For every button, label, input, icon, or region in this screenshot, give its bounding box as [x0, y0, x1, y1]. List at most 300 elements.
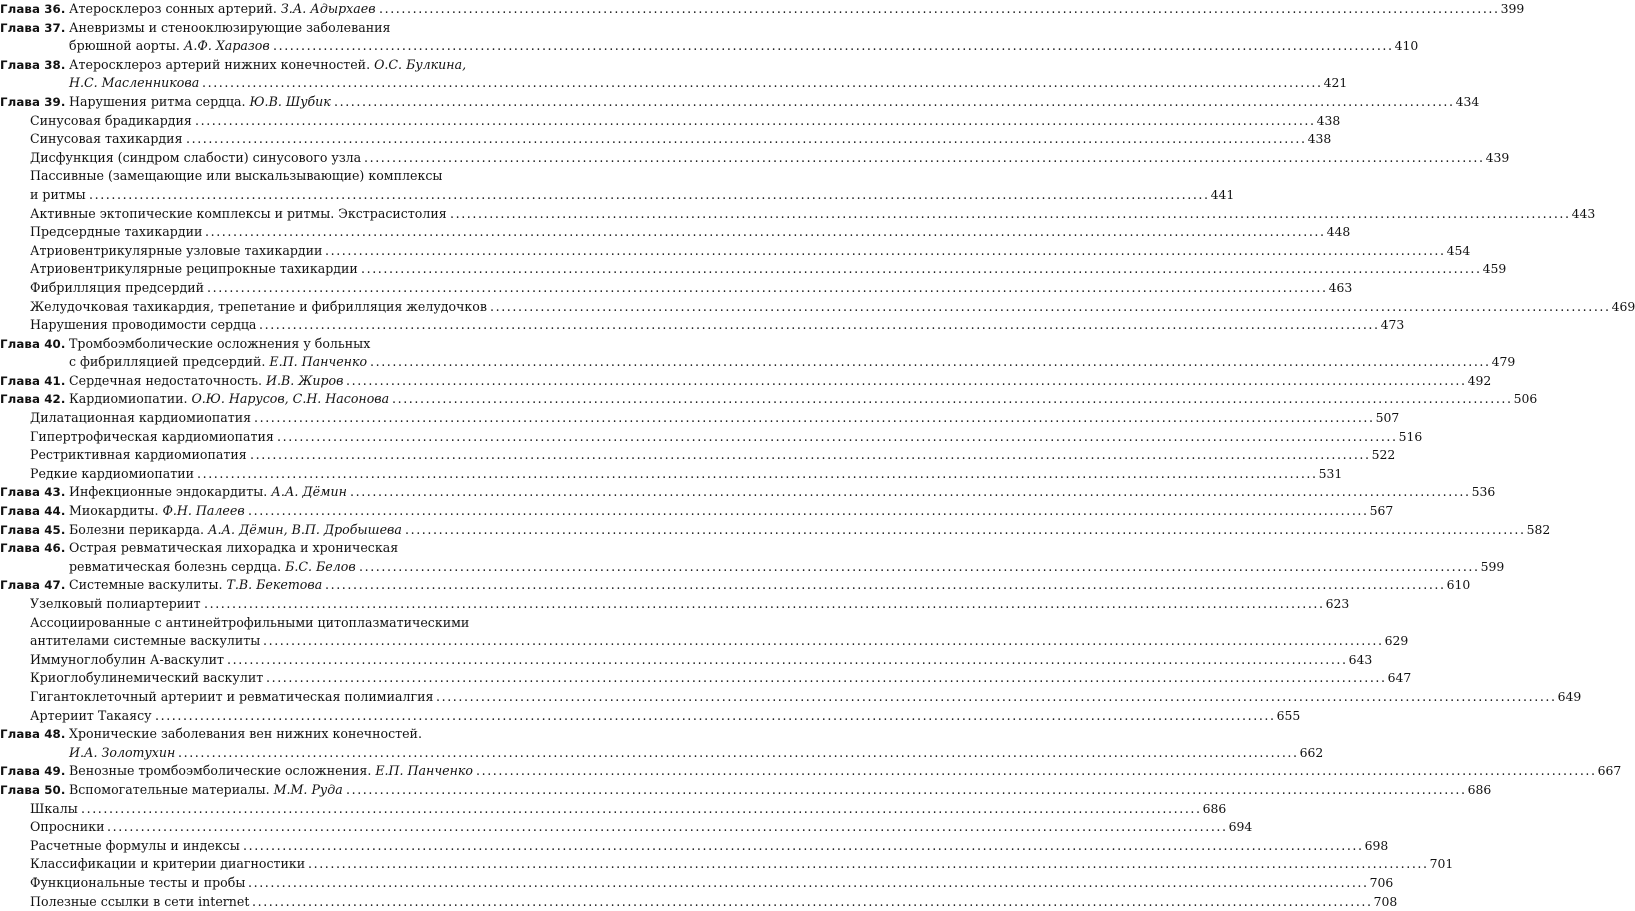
page-number: 441	[1210, 186, 1235, 205]
leader-dots: ........................................................................................................................................................................................................	[107, 818, 1228, 837]
toc-line	[0, 372, 566, 391]
toc-line	[0, 186, 566, 205]
toc-line	[0, 483, 566, 502]
chapter-number: Глава 46.	[0, 539, 65, 558]
entry-title-text: Инфекционные эндокардиты.	[69, 484, 271, 499]
dot-leader	[273, 37, 566, 56]
entry-title-text: Дисфункция (синдром слабости) синусового узла	[30, 150, 361, 165]
dot-leader	[259, 316, 566, 335]
leader-dots: ........................................................................................................................................................................................................	[359, 558, 1480, 577]
toc-line	[0, 725, 566, 744]
page-number: 399	[1500, 0, 1525, 19]
toc-section-entry	[0, 279, 566, 298]
entry-title-text: Дилатационная кардиомиопатия	[30, 410, 251, 425]
entry-author: А.А. Дёмин, В.П. Дробышева	[208, 522, 402, 537]
toc-section-entry	[0, 669, 566, 688]
dot-leader	[361, 260, 566, 279]
page-number: 507	[1375, 409, 1400, 428]
entry-title	[30, 688, 433, 707]
entry-title-text: Расчетные формулы и индексы	[30, 838, 240, 853]
chapter-number: Глава 49.	[0, 762, 65, 781]
entry-title-text: Миокардиты.	[69, 503, 162, 518]
entry-title	[69, 56, 466, 75]
dot-leader	[250, 446, 566, 465]
leader-dots: ........................................................................................................................................................................................................	[81, 800, 1202, 819]
page-number: 448	[1326, 223, 1351, 242]
chapter-number: Глава 36.	[0, 0, 65, 19]
toc-line	[0, 781, 566, 800]
leader-dots: ........................................................................................................................................................................................................	[266, 669, 1387, 688]
toc-line	[0, 112, 566, 131]
toc-line	[0, 353, 566, 372]
leader-dots: ........................................................................................................................................................................................................	[186, 130, 1307, 149]
toc-line	[0, 260, 566, 279]
toc-section-entry	[0, 855, 566, 874]
dot-leader	[490, 298, 566, 317]
chapter-number: Глава 37.	[0, 19, 65, 38]
entry-author: О.Ю. Нарусов, С.Н. Насонова	[191, 391, 389, 406]
dot-leader	[346, 372, 566, 391]
entry-title	[30, 893, 249, 911]
page-number: 686	[1202, 800, 1227, 819]
entry-title	[30, 651, 224, 670]
dot-leader	[476, 762, 566, 781]
entry-title-text: Функциональные тесты и пробы	[30, 875, 245, 890]
leader-dots: ........................................................................................................................................................................................................	[202, 74, 1323, 93]
toc-chapter-entry	[0, 539, 566, 576]
page-number: 459	[1482, 260, 1507, 279]
toc-section-entry	[0, 316, 566, 335]
toc-section-entry	[0, 260, 566, 279]
dot-leader	[202, 74, 566, 93]
dot-leader	[254, 409, 566, 428]
chapter-number: Глава 48.	[0, 725, 65, 744]
leader-dots: ........................................................................................................................................................................................................	[490, 298, 1611, 317]
entry-title	[30, 149, 361, 168]
page-number: 623	[1325, 595, 1350, 614]
leader-dots: ........................................................................................................................................................................................................	[207, 279, 1328, 298]
dot-leader	[379, 0, 566, 19]
toc-line	[0, 335, 566, 354]
page-number: 667	[1597, 762, 1622, 781]
entry-title	[69, 762, 473, 781]
entry-title-text: Ассоциированные с антинейтрофильными цитоплазматическими	[30, 615, 469, 630]
toc-chapter-entry	[0, 56, 566, 93]
leader-dots: ........................................................................................................................................................................................................	[254, 409, 1375, 428]
toc-chapter-entry	[0, 0, 566, 19]
leader-dots: ........................................................................................................................................................................................................	[379, 0, 1500, 19]
dot-leader	[450, 205, 566, 224]
page-number: 599	[1480, 558, 1505, 577]
page-number: 421	[1323, 74, 1348, 93]
chapter-number: Глава 50.	[0, 781, 65, 800]
chapter-number: Глава 38.	[0, 56, 65, 75]
toc-line	[0, 316, 566, 335]
entry-title-text: Атриовентрикулярные реципрокные тахикардии	[30, 261, 358, 276]
leader-dots: ........................................................................................................................................................................................................	[346, 372, 1467, 391]
page-number: 454	[1446, 242, 1471, 261]
entry-title-text: Криоглобулинемический васкулит	[30, 670, 263, 685]
entry-title	[69, 502, 245, 521]
entry-title-text: Шкалы	[30, 801, 78, 816]
page-number: 686	[1467, 781, 1492, 800]
entry-title-text: Сердечная недостаточность.	[69, 373, 266, 388]
entry-title	[30, 130, 183, 149]
entry-title-text: Атриовентрикулярные узловые тахикардии	[30, 243, 322, 258]
entry-title	[69, 390, 389, 409]
page-number: 567	[1369, 502, 1394, 521]
entry-title-text: Хронические заболевания вен нижних конечностей.	[69, 726, 422, 741]
entry-title-text: Кардиомиопатии.	[69, 391, 191, 406]
toc-section-entry	[0, 298, 566, 317]
toc-chapter-entry	[0, 335, 566, 372]
leader-dots: ........................................................................................................................................................................................................	[197, 465, 1318, 484]
page-number: 701	[1429, 855, 1454, 874]
toc-line	[0, 465, 566, 484]
entry-title	[30, 260, 358, 279]
toc-line	[0, 19, 566, 38]
chapter-number: Глава 39.	[0, 93, 65, 112]
entry-title	[30, 112, 192, 131]
entry-title-text: Пассивные (замещающие или выскальзывающие) комплексы	[30, 168, 442, 183]
page-number: 655	[1276, 707, 1301, 726]
leader-dots: ........................................................................................................................................................................................................	[350, 483, 1471, 502]
entry-title	[30, 279, 204, 298]
toc-chapter-entry	[0, 19, 566, 56]
entry-author: Б.С. Белов	[285, 559, 356, 574]
page-number: 434	[1455, 93, 1480, 112]
toc-line	[0, 242, 566, 261]
entry-title	[69, 372, 343, 391]
toc-line	[0, 800, 566, 819]
page-number: 439	[1485, 149, 1510, 168]
leader-dots: ........................................................................................................................................................................................................	[259, 316, 1380, 335]
page-number: 438	[1316, 112, 1341, 131]
toc-line	[0, 56, 566, 75]
toc-line	[0, 762, 566, 781]
entry-title	[30, 800, 78, 819]
leader-dots: ........................................................................................................................................................................................................	[263, 632, 1384, 651]
toc-line	[0, 279, 566, 298]
entry-title-text: Синусовая брадикардия	[30, 113, 192, 128]
entry-title-text: антителами системные васкулиты	[30, 633, 260, 648]
page-number: 706	[1369, 874, 1394, 893]
entry-title	[30, 632, 260, 651]
page-number: 463	[1328, 279, 1353, 298]
page-number: 522	[1371, 446, 1396, 465]
entry-title	[69, 539, 398, 558]
page-number: 649	[1557, 688, 1582, 707]
table-of-contents	[0, 0, 566, 911]
entry-author: Е.П. Панченко	[269, 354, 367, 369]
toc-line	[0, 223, 566, 242]
dot-leader	[308, 855, 566, 874]
entry-title	[69, 744, 175, 763]
entry-title-text: Синусовая тахикардия	[30, 131, 183, 146]
chapter-number: Глава 40.	[0, 335, 65, 354]
entry-title-text: Опросники	[30, 819, 104, 834]
leader-dots: ........................................................................................................................................................................................................	[325, 242, 1446, 261]
toc-chapter-entry	[0, 576, 566, 595]
dot-leader	[392, 390, 566, 409]
toc-line	[0, 390, 566, 409]
leader-dots: ........................................................................................................................................................................................................	[250, 446, 1371, 465]
page-number: 629	[1384, 632, 1409, 651]
toc-section-entry	[0, 893, 566, 911]
page-number: 708	[1373, 893, 1398, 911]
toc-section-entry	[0, 595, 566, 614]
toc-section-entry	[0, 205, 566, 224]
page-number: 662	[1299, 744, 1324, 763]
entry-title-text: Редкие кардиомиопатии	[30, 466, 194, 481]
entry-title	[69, 335, 370, 354]
dot-leader	[178, 744, 566, 763]
leader-dots: ........................................................................................................................................................................................................	[325, 576, 1446, 595]
toc-chapter-entry	[0, 502, 566, 521]
toc-section-entry	[0, 130, 566, 149]
entry-title	[69, 19, 390, 38]
entry-title	[69, 74, 199, 93]
entry-title-text: Нарушения ритма сердца.	[69, 94, 250, 109]
leader-dots: ........................................................................................................................................................................................................	[243, 837, 1364, 856]
toc-line	[0, 130, 566, 149]
entry-title	[69, 0, 376, 19]
page-number: 694	[1228, 818, 1253, 837]
leader-dots: ........................................................................................................................................................................................................	[405, 521, 1526, 540]
page-number: 506	[1513, 390, 1538, 409]
toc-line	[0, 0, 566, 19]
entry-title-text: Желудочковая тахикардия, трепетание и фибрилляция желудочков	[30, 299, 487, 314]
toc-line	[0, 298, 566, 317]
toc-line	[0, 149, 566, 168]
entry-author: Т.В. Бекетова	[227, 577, 323, 592]
page-number: 516	[1398, 428, 1423, 447]
toc-line	[0, 428, 566, 447]
entry-title	[30, 316, 256, 335]
toc-section-entry	[0, 651, 566, 670]
toc-section-entry	[0, 818, 566, 837]
dot-leader	[325, 242, 566, 261]
entry-author: И.А. Золотухин	[69, 745, 175, 760]
page-number: 647	[1387, 669, 1412, 688]
toc-line	[0, 595, 566, 614]
entry-author: А.А. Дёмин	[271, 484, 347, 499]
leader-dots: ........................................................................................................................................................................................................	[361, 260, 1482, 279]
entry-title	[69, 37, 270, 56]
entry-title	[30, 855, 305, 874]
leader-dots: ........................................................................................................................................................................................................	[178, 744, 1299, 763]
page-number: 610	[1446, 576, 1471, 595]
toc-section-entry	[0, 614, 566, 651]
leader-dots: ........................................................................................................................................................................................................	[277, 428, 1398, 447]
entry-title-text: Классификации и критерии диагностики	[30, 856, 305, 871]
toc-line	[0, 614, 566, 633]
entry-title-text: Острая ревматическая лихорадка и хроническая	[69, 540, 398, 555]
toc-line	[0, 576, 566, 595]
entry-title-text: Атеросклероз артерий нижних конечностей.	[69, 57, 374, 72]
entry-title	[30, 409, 251, 428]
entry-author: Е.П. Панченко	[375, 763, 473, 778]
entry-title	[30, 223, 202, 242]
dot-leader	[266, 669, 566, 688]
dot-leader	[248, 502, 566, 521]
entry-title-text: брюшной аорты.	[69, 38, 184, 53]
entry-title-text: Аневризмы и стенооклюзирующие заболевания	[69, 20, 390, 35]
entry-title-text: Гипертрофическая кардиомиопатия	[30, 429, 274, 444]
dot-leader	[436, 688, 566, 707]
page-number: 469	[1611, 298, 1635, 317]
dot-leader	[205, 223, 566, 242]
entry-title	[69, 93, 331, 112]
toc-chapter-entry	[0, 483, 566, 502]
entry-title	[69, 483, 347, 502]
leader-dots: ........................................................................................................................................................................................................	[308, 855, 1429, 874]
entry-title-text: Предсердные тахикардии	[30, 224, 202, 239]
leader-dots: ........................................................................................................................................................................................................	[370, 353, 1491, 372]
toc-section-entry	[0, 874, 566, 893]
toc-section-entry	[0, 223, 566, 242]
entry-author: З.А. Адырхаев	[281, 1, 376, 16]
toc-line	[0, 93, 566, 112]
entry-title	[30, 874, 245, 893]
entry-title-text: Узелковый полиартериит	[30, 596, 201, 611]
toc-line	[0, 651, 566, 670]
leader-dots: ........................................................................................................................................................................................................	[248, 874, 1369, 893]
toc-chapter-entry	[0, 372, 566, 391]
entry-title	[30, 242, 322, 261]
toc-line	[0, 558, 566, 577]
entry-title-text: Системные васкулиты.	[69, 577, 227, 592]
toc-line	[0, 855, 566, 874]
entry-title-text: Нарушения проводимости сердца	[30, 317, 256, 332]
toc-line	[0, 37, 566, 56]
entry-title	[69, 558, 356, 577]
leader-dots: ........................................................................................................................................................................................................	[248, 502, 1369, 521]
entry-title	[30, 837, 240, 856]
entry-title-text: Тромбоэмболические осложнения у больных	[69, 336, 370, 351]
entry-title-text: Иммуноглобулин А-васкулит	[30, 652, 224, 667]
entry-title-text: Фибрилляция предсердий	[30, 280, 204, 295]
entry-title	[30, 595, 201, 614]
dot-leader	[155, 707, 566, 726]
toc-section-entry	[0, 688, 566, 707]
entry-author: М.М. Руда	[274, 782, 343, 797]
entry-title-text: с фибрилляцией предсердий.	[69, 354, 269, 369]
entry-title-text: Гигантоклеточный артериит и ревматическая полимиалгия	[30, 689, 433, 704]
leader-dots: ........................................................................................................................................................................................................	[346, 781, 1467, 800]
toc-section-entry	[0, 409, 566, 428]
leader-dots: ........................................................................................................................................................................................................	[204, 595, 1325, 614]
entry-title-text: Полезные ссылки в сети internet	[30, 894, 249, 909]
entry-title-text: ревматическая болезнь сердца.	[69, 559, 285, 574]
toc-line	[0, 874, 566, 893]
entry-title	[30, 707, 152, 726]
toc-chapter-entry	[0, 93, 566, 112]
toc-line	[0, 837, 566, 856]
leader-dots: ........................................................................................................................................................................................................	[364, 149, 1485, 168]
dot-leader	[334, 93, 566, 112]
entry-title	[30, 186, 86, 205]
page-number: 492	[1467, 372, 1492, 391]
toc-section-entry	[0, 465, 566, 484]
toc-line	[0, 74, 566, 93]
dot-leader	[243, 837, 566, 856]
entry-title	[69, 353, 367, 372]
dot-leader	[405, 521, 566, 540]
entry-title-text: Болезни перикарда.	[69, 522, 208, 537]
leader-dots: ........................................................................................................................................................................................................	[436, 688, 1557, 707]
dot-leader	[364, 149, 566, 168]
toc-line	[0, 409, 566, 428]
entry-title-text: Рестриктивная кардиомиопатия	[30, 447, 247, 462]
leader-dots: ........................................................................................................................................................................................................	[155, 707, 1276, 726]
toc-line	[0, 539, 566, 558]
toc-line	[0, 521, 566, 540]
entry-author: Н.С. Масленникова	[69, 75, 199, 90]
entry-title-text: и ритмы	[30, 187, 86, 202]
entry-title	[30, 428, 274, 447]
leader-dots: ........................................................................................................................................................................................................	[476, 762, 1597, 781]
dot-leader	[207, 279, 566, 298]
chapter-number: Глава 42.	[0, 390, 65, 409]
dot-leader	[248, 874, 566, 893]
leader-dots: ........................................................................................................................................................................................................	[450, 205, 1571, 224]
leader-dots: ........................................................................................................................................................................................................	[334, 93, 1455, 112]
toc-line	[0, 167, 566, 186]
toc-chapter-entry	[0, 781, 566, 800]
page-number: 443	[1571, 205, 1596, 224]
entry-title	[30, 614, 469, 633]
page-number: 473	[1380, 316, 1405, 335]
dot-leader	[89, 186, 566, 205]
toc-line	[0, 632, 566, 651]
dot-leader	[227, 651, 566, 670]
toc-section-entry	[0, 242, 566, 261]
leader-dots: ........................................................................................................................................................................................................	[252, 893, 1373, 911]
page-number: 479	[1491, 353, 1516, 372]
leader-dots: ........................................................................................................................................................................................................	[195, 112, 1316, 131]
entry-title-text: Вспомогательные материалы.	[69, 782, 274, 797]
dot-leader	[359, 558, 566, 577]
toc-line	[0, 893, 566, 911]
page-number: 698	[1364, 837, 1389, 856]
entry-title	[30, 167, 442, 186]
entry-author: И.В. Жиров	[266, 373, 343, 388]
dot-leader	[195, 112, 566, 131]
entry-title	[69, 781, 343, 800]
dot-leader	[81, 800, 566, 819]
entry-title-text: Венозные тромбоэмболические осложнения.	[69, 763, 375, 778]
leader-dots: ........................................................................................................................................................................................................	[227, 651, 1348, 670]
entry-title	[69, 725, 422, 744]
toc-section-entry	[0, 837, 566, 856]
toc-chapter-entry	[0, 521, 566, 540]
toc-section-entry	[0, 149, 566, 168]
chapter-number: Глава 47.	[0, 576, 65, 595]
dot-leader	[186, 130, 566, 149]
entry-author: Ю.В. Шубик	[250, 94, 331, 109]
entry-title	[69, 576, 322, 595]
toc-chapter-entry	[0, 390, 566, 409]
entry-title	[30, 465, 194, 484]
dot-leader	[107, 818, 566, 837]
toc-line	[0, 446, 566, 465]
entry-author: Ф.Н. Палеев	[162, 503, 244, 518]
dot-leader	[263, 632, 566, 651]
toc-chapter-entry	[0, 725, 566, 762]
chapter-number: Глава 41.	[0, 372, 65, 391]
chapter-number: Глава 45.	[0, 521, 65, 540]
